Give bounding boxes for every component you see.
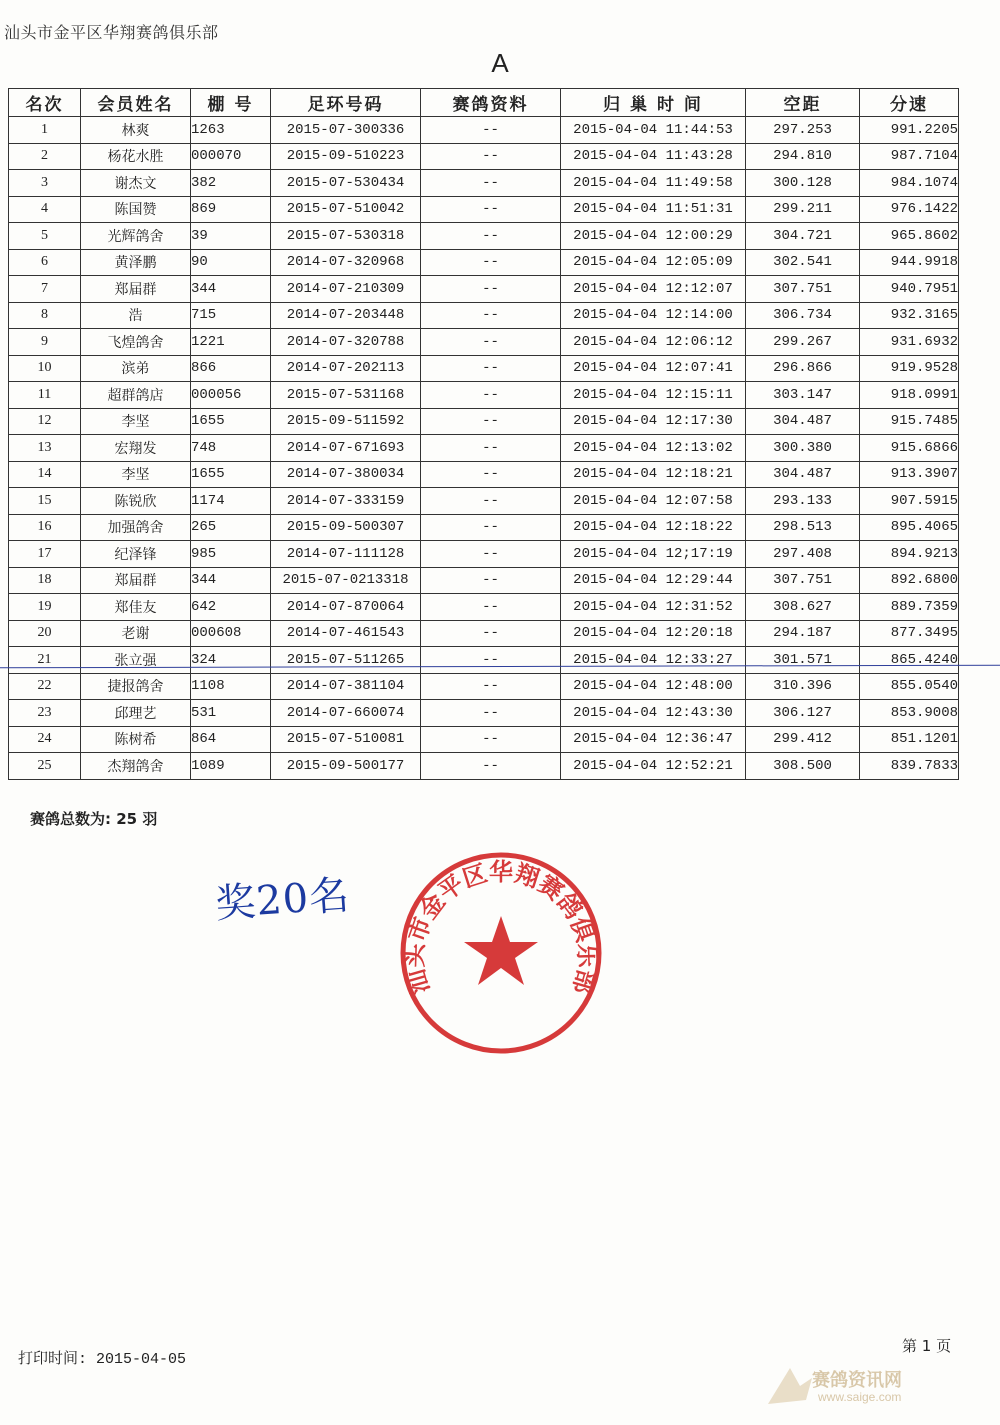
cell-name: 光辉鸽舍 [81, 223, 191, 250]
cell-time: 2015-04-04 12:33:27 [561, 647, 746, 674]
cell-dist: 308.627 [746, 594, 860, 621]
cell-speed: 931.6932 [860, 329, 959, 356]
cell-ring: 2015-07-511265 [271, 647, 421, 674]
cell-rank: 14 [9, 461, 81, 488]
table-row [9, 302, 959, 329]
cell-loft: 1263 [191, 117, 271, 144]
cell-ring: 2015-07-0213318 [271, 567, 421, 594]
cell-time: 2015-04-04 12:48:00 [561, 673, 746, 700]
cell-info: -- [421, 435, 561, 462]
cell-name: 郑佳友 [81, 594, 191, 621]
cell-info: -- [421, 726, 561, 753]
cell-dist: 298.513 [746, 514, 860, 541]
cell-loft: 382 [191, 170, 271, 197]
cell-loft: 344 [191, 567, 271, 594]
cell-loft: 1655 [191, 461, 271, 488]
watermark-text: 赛鸽资讯网 [812, 1370, 902, 1391]
cell-rank: 16 [9, 514, 81, 541]
table-row [9, 329, 959, 356]
cell-rank: 5 [9, 223, 81, 250]
cell-ring: 2015-07-300336 [271, 117, 421, 144]
cell-dist: 293.133 [746, 488, 860, 515]
handwritten-note: 奖20名 [213, 872, 352, 928]
table-row [9, 276, 959, 303]
cell-loft: 1655 [191, 408, 271, 435]
table-row [9, 488, 959, 515]
cell-name: 林爽 [81, 117, 191, 144]
cell-loft: 1221 [191, 329, 271, 356]
cell-dist: 299.267 [746, 329, 860, 356]
cell-speed: 839.7833 [860, 753, 959, 780]
cell-loft: 748 [191, 435, 271, 462]
cell-ring: 2015-09-500177 [271, 753, 421, 780]
cell-info: -- [421, 620, 561, 647]
cell-loft: 1108 [191, 673, 271, 700]
cell-rank: 25 [9, 753, 81, 780]
cell-name: 李坚 [81, 408, 191, 435]
cell-name: 陈锐欣 [81, 488, 191, 515]
cell-time: 2015-04-04 11:49:58 [561, 170, 746, 197]
cell-time: 2015-04-04 12:36:47 [561, 726, 746, 753]
cell-time: 2015-04-04 12:20:18 [561, 620, 746, 647]
table-row [9, 753, 959, 780]
cell-info: -- [421, 355, 561, 382]
cell-rank: 15 [9, 488, 81, 515]
column-header: 会员姓名 [81, 89, 191, 117]
cell-info: -- [421, 408, 561, 435]
cell-dist: 307.751 [746, 567, 860, 594]
cell-name: 张立强 [81, 647, 191, 674]
cell-loft: 90 [191, 249, 271, 276]
table-row [9, 223, 959, 250]
cell-rank: 2 [9, 143, 81, 170]
cell-rank: 11 [9, 382, 81, 409]
cell-time: 2015-04-04 12:15:11 [561, 382, 746, 409]
column-header: 足环号码 [271, 89, 421, 117]
cell-name: 加强鸽舍 [81, 514, 191, 541]
cell-rank: 6 [9, 249, 81, 276]
watermark-url: www.saige.com [818, 1390, 902, 1404]
cell-rank: 9 [9, 329, 81, 356]
table-row [9, 461, 959, 488]
club-seal [396, 848, 606, 1058]
table-row [9, 567, 959, 594]
cell-dist: 304.721 [746, 223, 860, 250]
cell-speed: 919.9528 [860, 355, 959, 382]
cell-dist: 308.500 [746, 753, 860, 780]
cell-info: -- [421, 488, 561, 515]
cell-loft: 869 [191, 196, 271, 223]
cell-time: 2015-04-04 12:07:41 [561, 355, 746, 382]
cell-dist: 304.487 [746, 461, 860, 488]
cell-ring: 2014-07-111128 [271, 541, 421, 568]
cell-speed: 918.0991 [860, 382, 959, 409]
cell-loft: 531 [191, 700, 271, 727]
table-body [9, 117, 959, 780]
cell-time: 2015-04-04 12:07:58 [561, 488, 746, 515]
cell-time: 2015-04-04 12:17:30 [561, 408, 746, 435]
cell-loft: 864 [191, 726, 271, 753]
cell-info: -- [421, 117, 561, 144]
cell-speed: 851.1201 [860, 726, 959, 753]
cell-ring: 2014-07-203448 [271, 302, 421, 329]
cell-info: -- [421, 143, 561, 170]
cell-ring: 2014-07-461543 [271, 620, 421, 647]
cell-speed: 944.9918 [860, 249, 959, 276]
cell-time: 2015-04-04 12:31:52 [561, 594, 746, 621]
cell-speed: 984.1074 [860, 170, 959, 197]
cell-info: -- [421, 276, 561, 303]
cell-loft: 000056 [191, 382, 271, 409]
cell-rank: 23 [9, 700, 81, 727]
cell-time: 2015-04-04 12:29:44 [561, 567, 746, 594]
cell-time: 2015-04-04 11:51:31 [561, 196, 746, 223]
cell-loft: 39 [191, 223, 271, 250]
cell-name: 超群鸽店 [81, 382, 191, 409]
cell-name: 陈树希 [81, 726, 191, 753]
cell-dist: 304.487 [746, 408, 860, 435]
cell-name: 纪泽锋 [81, 541, 191, 568]
cell-time: 2015-04-04 12;17:19 [561, 541, 746, 568]
cell-speed: 940.7951 [860, 276, 959, 303]
pigeon-icon [768, 1368, 812, 1404]
cell-dist: 297.253 [746, 117, 860, 144]
column-header: 名次 [9, 89, 81, 117]
cell-info: -- [421, 673, 561, 700]
cell-info: -- [421, 567, 561, 594]
cell-info: -- [421, 329, 561, 356]
cell-speed: 907.5915 [860, 488, 959, 515]
cell-info: -- [421, 223, 561, 250]
cell-loft: 642 [191, 594, 271, 621]
cell-rank: 21 [9, 647, 81, 674]
cell-speed: 976.1422 [860, 196, 959, 223]
cell-name: 李坚 [81, 461, 191, 488]
cell-info: -- [421, 647, 561, 674]
table-row [9, 196, 959, 223]
cell-ring: 2014-07-381104 [271, 673, 421, 700]
cell-speed: 894.9213 [860, 541, 959, 568]
table-row [9, 620, 959, 647]
cell-speed: 865.4240 [860, 647, 959, 674]
cell-speed: 892.6800 [860, 567, 959, 594]
cell-dist: 299.412 [746, 726, 860, 753]
cell-rank: 19 [9, 594, 81, 621]
cell-rank: 13 [9, 435, 81, 462]
cell-ring: 2015-07-510042 [271, 196, 421, 223]
cell-name: 郑届群 [81, 276, 191, 303]
cell-info: -- [421, 170, 561, 197]
cell-speed: 932.3165 [860, 302, 959, 329]
star-icon [464, 916, 538, 985]
cell-ring: 2014-07-320788 [271, 329, 421, 356]
cell-dist: 307.751 [746, 276, 860, 303]
cell-time: 2015-04-04 12:52:21 [561, 753, 746, 780]
cell-ring: 2014-07-210309 [271, 276, 421, 303]
cell-rank: 12 [9, 408, 81, 435]
cell-ring: 2015-07-530434 [271, 170, 421, 197]
cell-time: 2015-04-04 11:43:28 [561, 143, 746, 170]
cell-dist: 300.380 [746, 435, 860, 462]
column-header: 归 巢 时 间 [561, 89, 746, 117]
cell-time: 2015-04-04 12:18:22 [561, 514, 746, 541]
cell-rank: 3 [9, 170, 81, 197]
cell-rank: 18 [9, 567, 81, 594]
cell-loft: 000070 [191, 143, 271, 170]
cell-name: 浩 [81, 302, 191, 329]
cell-time: 2015-04-04 12:00:29 [561, 223, 746, 250]
cell-speed: 889.7359 [860, 594, 959, 621]
cell-time: 2015-04-04 12:43:30 [561, 700, 746, 727]
cell-info: -- [421, 514, 561, 541]
cell-dist: 294.810 [746, 143, 860, 170]
cell-rank: 8 [9, 302, 81, 329]
cell-name: 宏翔发 [81, 435, 191, 462]
cell-name: 老谢 [81, 620, 191, 647]
table-header-row [9, 89, 959, 117]
table-row [9, 408, 959, 435]
cell-speed: 853.9008 [860, 700, 959, 727]
cell-name: 邱理艺 [81, 700, 191, 727]
cell-time: 2015-04-04 12:05:09 [561, 249, 746, 276]
cell-ring: 2014-07-671693 [271, 435, 421, 462]
table-row [9, 726, 959, 753]
cell-rank: 22 [9, 673, 81, 700]
cell-rank: 1 [9, 117, 81, 144]
cell-dist: 306.127 [746, 700, 860, 727]
cell-info: -- [421, 753, 561, 780]
cell-ring: 2014-07-202113 [271, 355, 421, 382]
cell-name: 滨弟 [81, 355, 191, 382]
cell-rank: 4 [9, 196, 81, 223]
column-header: 棚 号 [191, 89, 271, 117]
column-header: 空距 [746, 89, 860, 117]
cell-loft: 1089 [191, 753, 271, 780]
cell-loft: 000608 [191, 620, 271, 647]
cell-info: -- [421, 382, 561, 409]
cell-time: 2015-04-04 12:12:07 [561, 276, 746, 303]
print-time: 打印时间: 2015-04-05 [18, 1351, 187, 1368]
table-row [9, 382, 959, 409]
cell-ring: 2015-07-531168 [271, 382, 421, 409]
cell-dist: 296.866 [746, 355, 860, 382]
cell-loft: 324 [191, 647, 271, 674]
cell-rank: 24 [9, 726, 81, 753]
cell-speed: 895.4065 [860, 514, 959, 541]
cell-info: -- [421, 249, 561, 276]
cell-speed: 915.6866 [860, 435, 959, 462]
cell-name: 谢杰文 [81, 170, 191, 197]
cell-ring: 2014-07-333159 [271, 488, 421, 515]
column-header: 赛鸽资料 [421, 89, 561, 117]
cell-name: 飞煌鸽舍 [81, 329, 191, 356]
cell-dist: 299.211 [746, 196, 860, 223]
table-row [9, 435, 959, 462]
table-row [9, 647, 959, 674]
cell-ring: 2014-07-870064 [271, 594, 421, 621]
cell-speed: 965.8602 [860, 223, 959, 250]
cell-loft: 344 [191, 276, 271, 303]
cell-dist: 297.408 [746, 541, 860, 568]
club-header: 汕头市金平区华翔赛鸽俱乐部 [4, 23, 219, 42]
table-row [9, 249, 959, 276]
cell-dist: 294.187 [746, 620, 860, 647]
table-row [9, 355, 959, 382]
cell-name: 黄泽鹏 [81, 249, 191, 276]
cell-time: 2015-04-04 12:18:21 [561, 461, 746, 488]
cell-info: -- [421, 461, 561, 488]
cell-ring: 2014-07-380034 [271, 461, 421, 488]
cell-info: -- [421, 196, 561, 223]
cell-loft: 265 [191, 514, 271, 541]
table-row [9, 143, 959, 170]
cell-rank: 10 [9, 355, 81, 382]
cell-ring: 2015-09-511592 [271, 408, 421, 435]
page-title: A [491, 48, 509, 78]
table-row [9, 117, 959, 144]
cell-name: 陈国赞 [81, 196, 191, 223]
cell-rank: 17 [9, 541, 81, 568]
cell-info: -- [421, 541, 561, 568]
column-header: 分速 [860, 89, 959, 117]
cell-rank: 7 [9, 276, 81, 303]
cell-loft: 1174 [191, 488, 271, 515]
results-table [8, 88, 959, 780]
cell-speed: 855.0540 [860, 673, 959, 700]
cell-time: 2015-04-04 11:44:53 [561, 117, 746, 144]
table-row [9, 700, 959, 727]
cell-dist: 300.128 [746, 170, 860, 197]
cell-time: 2015-04-04 12:13:02 [561, 435, 746, 462]
seal-text: 汕头市金平区华翔赛鸽俱乐部 [400, 858, 602, 998]
cell-dist: 310.396 [746, 673, 860, 700]
cell-loft: 715 [191, 302, 271, 329]
cell-info: -- [421, 302, 561, 329]
cell-dist: 303.147 [746, 382, 860, 409]
cell-ring: 2015-07-530318 [271, 223, 421, 250]
table-row [9, 541, 959, 568]
cell-speed: 913.3907 [860, 461, 959, 488]
cell-info: -- [421, 700, 561, 727]
cell-dist: 301.571 [746, 647, 860, 674]
cell-ring: 2014-07-660074 [271, 700, 421, 727]
cell-dist: 302.541 [746, 249, 860, 276]
cell-time: 2015-04-04 12:06:12 [561, 329, 746, 356]
cell-name: 杰翔鸽舍 [81, 753, 191, 780]
table-row [9, 594, 959, 621]
cell-ring: 2014-07-320968 [271, 249, 421, 276]
cell-time: 2015-04-04 12:14:00 [561, 302, 746, 329]
cell-speed: 915.7485 [860, 408, 959, 435]
cell-ring: 2015-09-500307 [271, 514, 421, 541]
total-count: 赛鸽总数为: 25 羽 [30, 810, 158, 828]
cell-dist: 306.734 [746, 302, 860, 329]
cell-info: -- [421, 594, 561, 621]
cell-speed: 991.2205 [860, 117, 959, 144]
cell-name: 郑届群 [81, 567, 191, 594]
table-row [9, 170, 959, 197]
cell-ring: 2015-09-510223 [271, 143, 421, 170]
cell-speed: 877.3495 [860, 620, 959, 647]
page-number: 第 1 页 [902, 1337, 952, 1355]
cell-loft: 866 [191, 355, 271, 382]
cell-ring: 2015-07-510081 [271, 726, 421, 753]
cell-rank: 20 [9, 620, 81, 647]
table-row [9, 673, 959, 700]
cell-loft: 985 [191, 541, 271, 568]
cell-speed: 987.7104 [860, 143, 959, 170]
cell-name: 捷报鸽舍 [81, 673, 191, 700]
table-row [9, 514, 959, 541]
cell-name: 杨花水胜 [81, 143, 191, 170]
